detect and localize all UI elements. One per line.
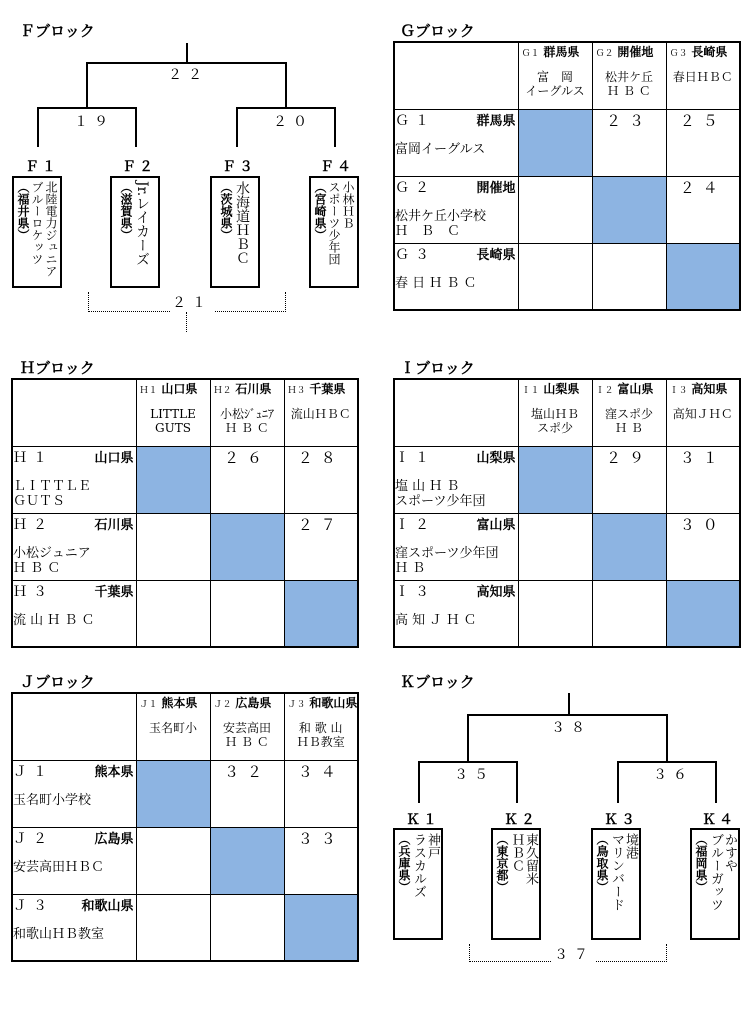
f-team-1-label: Ｆ１ [25,159,59,175]
g-header-code: Ｇ１ [521,49,540,59]
g-row-pref: 群馬県 [476,113,516,129]
g-header-team-name: 春日ＨＢＣ [672,70,733,84]
j-match-number: ３４ [297,762,344,781]
f-team-1-name-line1: 北陸電力ジュニア [44,181,58,277]
j-row-team-2 [12,827,136,894]
f-team-4-pref: （宮崎県） [313,181,327,241]
k-bracket-line [516,761,518,803]
i-header-pref: 富山県 [617,382,654,396]
i-match-cell [592,580,666,647]
f-bracket-line [86,62,88,108]
i-header-code: Ｉ３ [669,386,688,396]
i-row-pref: 富山県 [476,517,516,533]
f-bracket-line [37,107,137,109]
f-semi-right-number: ２０ [271,111,315,131]
i-row-pref: 高知県 [476,584,516,600]
i-self-match-cell [592,513,666,580]
k-team-4-name-line2: ブルーガッツ [708,833,723,911]
i-row-team-name: 塩 山 Ｈ Ｂ スポーツ少年団 [395,478,486,509]
g-header-team-name: 富 岡 イーグルス [525,70,585,98]
k-bracket-line [617,761,717,763]
g-block-table [393,41,741,311]
j-match-cell [284,827,358,894]
j-row-pref: 熊本県 [94,764,134,780]
f-team-4-name-line1: 小林ＨＢ [341,181,355,229]
i-row-code: Ｉ１ [395,449,435,466]
k-block-title: Ｋブロック [400,673,475,691]
i-self-match-cell [666,580,740,647]
h-match-cell [210,580,284,647]
g-self-match-cell [592,176,666,243]
k-final-match-number: ３８ [549,717,593,737]
f-third-place-number: ２１ [170,292,214,312]
f-team-3-name-line1: 水海道ＨＢＣ [234,181,250,265]
j-match-cell [210,894,284,961]
j-header-pref: 和歌山県 [309,696,358,710]
f-team-2-box [110,176,160,288]
f-bracket-line [236,107,336,109]
g-header-code: Ｇ３ [669,49,688,59]
i-header-team-name: 高知ＪＨＣ [672,407,733,421]
h-match-cell [136,513,210,580]
h-row-team-name: ＬＩＴＴＬＥ ＧＵＴＳ [13,478,92,509]
j-row-team-name: 安芸高田ＨＢＣ [13,859,105,875]
k-team-4-box [690,828,740,940]
i-block-table [393,378,741,648]
h-row-team-1 [12,446,136,513]
h-row-pref: 千葉県 [94,584,134,600]
j-match-number: ３２ [223,762,270,781]
table-row [394,176,740,243]
table-row [394,109,740,176]
table-row [394,513,740,580]
h-row-team-name: 小松ジュニア Ｈ Ｂ Ｃ [13,545,91,576]
i-row-team-name: 窪スポーツ少年団 Ｈ Ｂ [395,545,499,576]
h-header-pref: 千葉県 [309,382,346,396]
j-header-team-name: 安芸高田 Ｈ Ｂ Ｃ [222,721,271,749]
g-match-cell [518,176,592,243]
f-bracket-line [37,107,39,147]
f-team-2-label: Ｆ２ [122,159,156,175]
f-team-4-name-line2: スポーツ少年団 [327,181,341,265]
k-third-place-number: ３７ [552,944,596,964]
g-header-pref: 開催地 [617,45,654,59]
j-header-team-2 [210,693,284,760]
g-row-pref: 長崎県 [476,247,516,263]
table-row [394,243,740,310]
g-header-team-2 [592,42,666,109]
h-row-code: Ｈ２ [13,516,53,533]
h-self-match-cell [136,446,210,513]
k-team-2-name-line2: ＨＢＣ [509,833,524,872]
i-match-cell [666,446,740,513]
f-block-title: Ｆブロック [20,22,95,40]
j-row-pref: 広島県 [94,831,134,847]
i-row-team-1 [394,446,518,513]
h-header-team-name: 流山ＨＢＣ [290,407,351,421]
f-bracket-line [334,107,336,147]
i-row-team-3 [394,580,518,647]
h-header-team-2 [210,379,284,446]
j-self-match-cell [136,760,210,827]
h-match-cell [284,446,358,513]
h-corner-cell [12,379,136,446]
table-row [394,580,740,647]
f-team-3-pref: （茨城県） [219,181,233,241]
i-row-team-2 [394,513,518,580]
i-header-code: Ｉ２ [595,386,614,396]
g-match-cell [592,243,666,310]
f-final-match-number: ２２ [166,64,210,84]
j-header-team-name: 和 歌 山 ＨＢ教室 [296,721,345,749]
k-team-3-pref: （鳥取県） [595,833,609,893]
i-row-pref: 山梨県 [476,450,516,466]
h-row-team-name: 流 山 Ｈ Ｂ Ｃ [13,612,95,628]
k-team-1-label: Ｋ１ [406,812,440,828]
i-header-team-name: 塩山ＨＢ スポ少 [530,407,579,435]
i-corner-cell [394,379,518,446]
i-match-cell [518,513,592,580]
table-row [12,513,358,580]
table-row [12,894,358,961]
g-header-code: Ｇ２ [595,49,614,59]
j-corner-cell [12,693,136,760]
j-header-code: Ｊ１ [139,700,158,710]
k-bracket-line [568,693,570,715]
g-header-team-name: 松井ケ丘 Ｈ Ｂ Ｃ [604,70,653,98]
h-header-team-name: LITTLE GUTS [150,407,196,435]
h-row-code: Ｈ３ [13,583,53,600]
k-bracket-line [617,761,619,803]
i-header-pref: 山梨県 [543,382,580,396]
h-header-team-1 [136,379,210,446]
g-row-team-1 [394,109,518,176]
k-team-3-name-line2: マリンバード [609,833,624,911]
h-block-title: Ｈブロック [20,359,95,377]
h-row-team-3 [12,580,136,647]
i-block-title: Ｉブロック [400,359,475,377]
h-match-number: ２７ [297,515,344,534]
h-header-code: Ｈ１ [139,386,158,396]
j-header-team-name: 玉名町小 [148,721,197,735]
k-semi-right-number: ３６ [651,764,695,784]
g-row-team-name: 富岡イーグルス [395,141,486,157]
i-match-cell [592,446,666,513]
f-team-4-box [309,176,359,288]
j-row-team-name: 玉名町小学校 [13,792,92,808]
k-team-2-name-line1: 東久留米 [523,833,538,885]
g-row-team-2 [394,176,518,243]
k-bracket-line [715,761,717,803]
g-header-team-1 [518,42,592,109]
j-block-title: Ｊブロック [20,673,95,691]
f-team-3-box [210,176,260,288]
h-match-cell [210,446,284,513]
h-self-match-cell [210,513,284,580]
j-block-table [11,692,359,962]
i-match-number: ２９ [605,448,652,467]
j-header-pref: 広島県 [235,696,272,710]
g-match-number: ２４ [679,178,726,197]
j-match-cell [136,827,210,894]
g-block-title: Ｇブロック [400,22,475,40]
h-match-cell [284,513,358,580]
f-bracket-line [135,107,137,147]
j-match-number: ３３ [297,829,344,848]
g-self-match-cell [518,109,592,176]
j-row-team-1 [12,760,136,827]
g-header-team-3 [666,42,740,109]
h-header-pref: 山口県 [161,382,198,396]
i-header-team-name: 窪スポ少 Ｈ Ｂ [604,407,653,435]
j-header-code: Ｊ３ [287,700,306,710]
i-header-team-2 [592,379,666,446]
table-row [12,760,358,827]
k-team-1-name-line2: ラスカルズ [411,833,426,898]
g-header-pref: 長崎県 [691,45,728,59]
h-header-code: Ｈ３ [287,386,306,396]
j-row-pref: 和歌山県 [81,898,134,914]
f-team-1-box [12,176,62,288]
h-header-team-name: 小松ｼﾞｭﾆｱ Ｈ Ｂ Ｃ [219,407,274,435]
k-team-3-label: Ｋ３ [604,812,638,828]
i-match-cell [666,513,740,580]
i-match-cell [518,580,592,647]
i-self-match-cell [518,446,592,513]
table-row [12,827,358,894]
f-team-1-pref: （福井県） [16,181,30,241]
k-team-1-name-line1: 神戸 [425,833,440,859]
f-third-place-line [186,312,187,332]
j-self-match-cell [284,894,358,961]
k-bracket-line [467,714,469,762]
j-match-cell [136,894,210,961]
g-match-cell [518,243,592,310]
j-header-team-3 [284,693,358,760]
f-bracket-line [236,107,238,147]
k-team-1-box [393,828,443,940]
table-row [12,446,358,513]
h-row-team-2 [12,513,136,580]
h-header-team-3 [284,379,358,446]
f-team-3-label: Ｆ３ [222,159,256,175]
h-block-table [11,378,359,648]
h-header-code: Ｈ２ [213,386,232,396]
g-match-number: ２３ [605,111,652,130]
f-team-4-label: Ｆ４ [320,159,354,175]
g-row-team-name: 春 日 Ｈ Ｂ Ｃ [395,275,477,291]
h-row-pref: 山口県 [94,450,134,466]
i-header-team-1 [518,379,592,446]
k-team-3-box [591,828,641,940]
k-team-3-name-line1: 境港 [623,833,638,859]
j-row-team-3 [12,894,136,961]
f-bracket-line [186,43,188,63]
j-match-cell [284,760,358,827]
h-match-cell [136,580,210,647]
j-row-code: Ｊ３ [13,897,53,914]
j-row-code: Ｊ２ [13,830,53,847]
g-header-pref: 群馬県 [543,45,580,59]
g-corner-cell [394,42,518,109]
k-bracket-line [418,761,518,763]
i-header-pref: 高知県 [691,382,728,396]
g-row-code: Ｇ２ [395,179,435,196]
j-header-code: Ｊ２ [213,700,232,710]
g-match-cell [592,109,666,176]
k-bracket-line [418,761,420,803]
h-match-number: ２８ [297,448,344,467]
f-semi-left-number: １９ [72,111,116,131]
j-match-cell [210,760,284,827]
h-row-code: Ｈ１ [13,449,53,466]
g-match-number: ２５ [679,111,726,130]
g-row-code: Ｇ３ [395,246,435,263]
k-team-4-pref: （福岡県） [694,833,708,893]
i-match-number: ３１ [679,448,726,467]
i-row-team-name: 高 知 Ｊ Ｈ Ｃ [395,612,477,628]
k-bracket-line [467,714,668,716]
i-row-code: Ｉ２ [395,516,435,533]
f-team-2-name-line1: Jr.レイカーズ [134,181,150,267]
i-row-code: Ｉ３ [395,583,435,600]
k-team-2-label: Ｋ２ [504,812,538,828]
j-header-pref: 熊本県 [161,696,198,710]
k-team-2-pref: （東京都） [495,833,509,893]
j-self-match-cell [210,827,284,894]
j-header-team-1 [136,693,210,760]
g-row-team-3 [394,243,518,310]
table-row [12,580,358,647]
j-row-team-name: 和歌山ＨＢ教室 [13,926,105,942]
g-row-team-name: 松井ケ丘小学校 Ｈ Ｂ Ｃ [395,208,487,239]
j-row-code: Ｊ１ [13,763,53,780]
h-match-number: ２６ [223,448,270,467]
f-team-2-pref: （滋賀県） [119,181,133,241]
k-team-2-box [491,828,541,940]
g-match-cell [666,176,740,243]
g-self-match-cell [666,243,740,310]
h-row-pref: 石川県 [94,517,134,533]
k-semi-left-number: ３５ [452,764,496,784]
f-team-1-name-line2: ブルーロケッツ [30,181,44,265]
k-team-1-pref: （兵庫県） [397,833,411,893]
i-match-number: ３０ [679,515,726,534]
k-team-4-label: Ｋ４ [702,812,736,828]
table-row [394,446,740,513]
k-bracket-line [666,714,668,762]
h-self-match-cell [284,580,358,647]
k-team-4-name-line1: かすや [722,833,737,872]
i-header-team-3 [666,379,740,446]
g-row-code: Ｇ１ [395,112,435,129]
g-match-cell [666,109,740,176]
h-header-pref: 石川県 [235,382,272,396]
i-header-code: Ｉ１ [521,386,540,396]
f-bracket-line [285,62,287,108]
g-row-pref: 開催地 [476,180,516,196]
